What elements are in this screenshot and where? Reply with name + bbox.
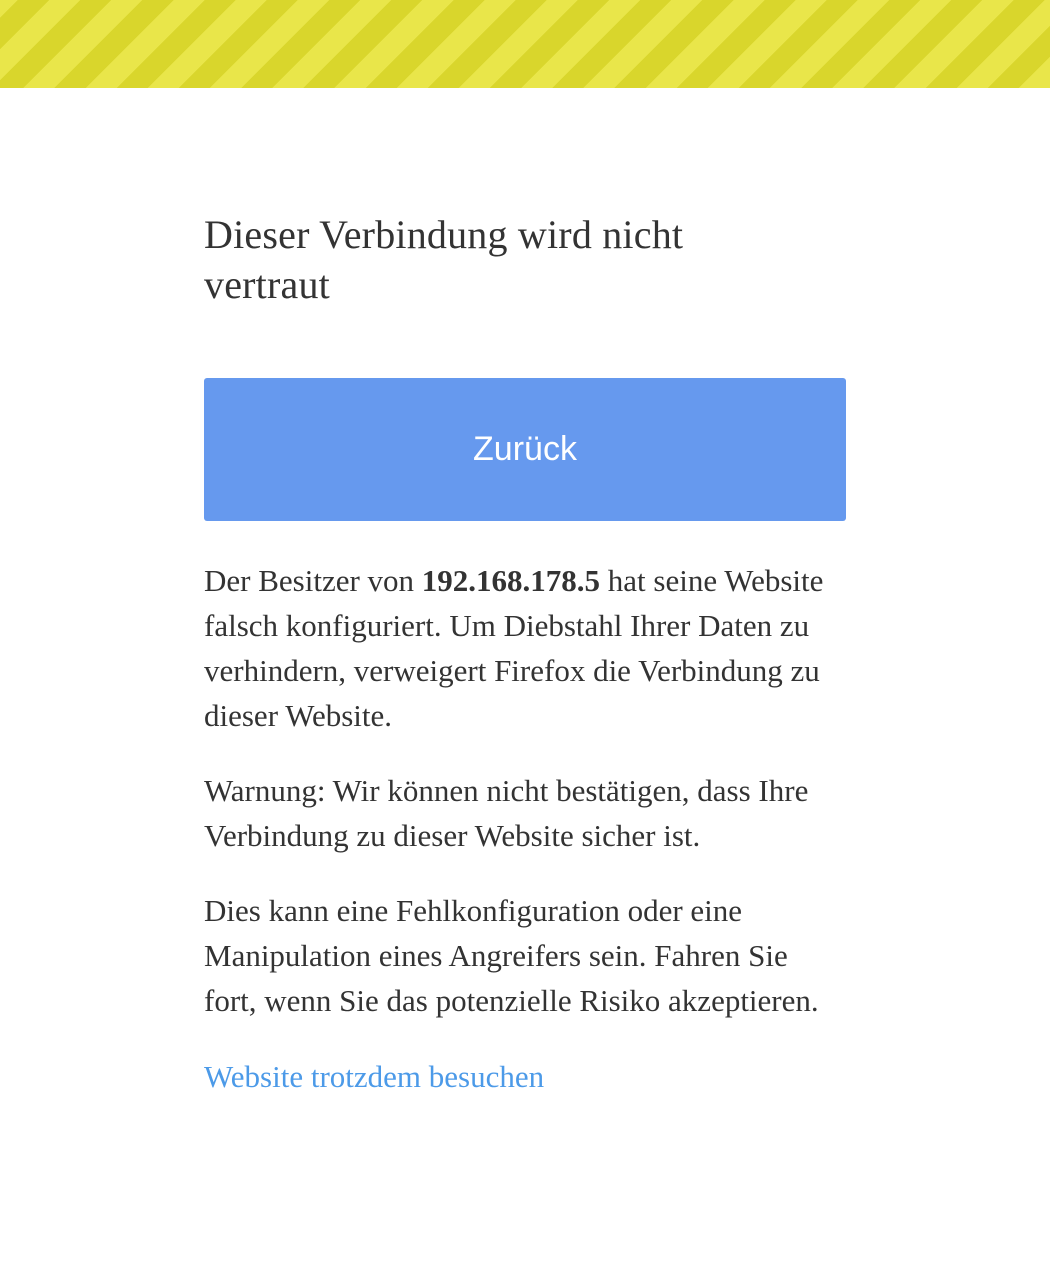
visit-site-anyway-link[interactable]: Website trotzdem besuchen — [204, 1059, 545, 1094]
go-back-button[interactable]: Zurück — [204, 378, 846, 521]
risk-paragraph: Dies kann eine Fehlkonfiguration oder eine Manipulation eines Angreifers sein. Fahren Sie fort, wenn Sie das potenzielle Risiko akzeptieren. — [204, 893, 819, 1018]
error-explanation-paragraph — [204, 521, 846, 738]
error-page-content — [0, 88, 1050, 1097]
warning-paragraph: Warnung: Wir können nicht bestätigen, dass Ihre Verbindung zu dieser Website sicher ist. — [204, 773, 809, 853]
host-name: 192.168.178.5 — [421, 563, 601, 598]
paragraph1-prefix: Der Besitzer von — [204, 563, 422, 598]
page-title: Dieser Verbindung wird nicht vertraut — [204, 212, 684, 307]
paragraph1-suffix: hat seine Website falsch konfiguriert. Um Diebstahl Ihrer Daten zu verhindern, verweigert Firefox die Verbindung zu dieser Website. — [204, 563, 824, 733]
warning-stripe-banner — [0, 0, 1050, 88]
